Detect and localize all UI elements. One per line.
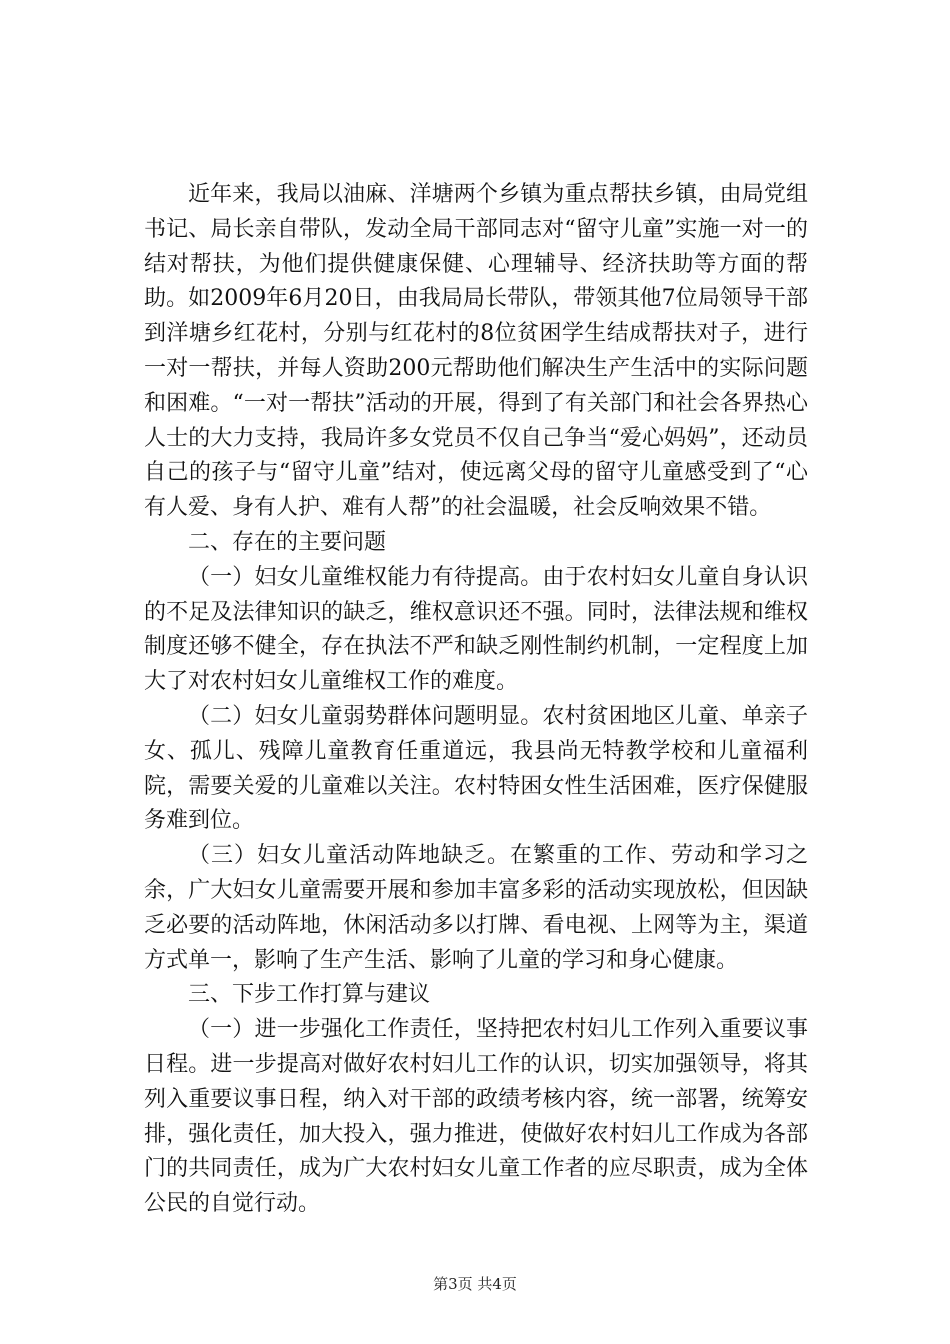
section-heading-plans: 三、下步工作打算与建议 <box>188 982 431 1008</box>
document-body <box>144 178 808 1222</box>
section-heading-problems: 二、存在的主要问题 <box>188 529 387 555</box>
paragraph-activity-venues: （三）妇女儿童活动阵地缺乏。在繁重的工作、劳动和学习之余，广大妇女儿童需要开展和参加丰富多彩的活动实现放松，但因缺乏必要的活动阵地，休闲活动多以打牌、看电视、上网等为主，渠道方式单一，影响了生产生活、影响了儿童的学习和身心健康。 <box>144 843 808 973</box>
page-number-footer: 第3页 共4页 <box>433 1275 517 1293</box>
paragraph-help-activities: 近年来，我局以油麻、洋塘两个乡镇为重点帮扶乡镇，由局党组书记、局长亲自带队，发动全局干部同志对“留守儿童”实施一对一的结对帮扶，为他们提供健康保健、心理辅导、经济扶助等方面的帮助。如2009年6月20日，由我局局长带队，带领其他7位局领导干部到洋塘乡红花村，分别与红花村的8位贫困学生结成帮扶对子，进行一对一帮扶，并每人资助200元帮助他们解决生产生活中的实际问题和困难。“一对一帮扶”活动的开展，得到了有关部门和社会各界热心人士的大力支持，我局许多女党员不仅自己争当“爱心妈妈”，还动员自己的孩子与“留守儿童”结对，使远离父母的留守儿童感受到了“心有人爱、身有人护、难有人帮”的社会温暖，社会反响效果不错。 <box>144 182 808 521</box>
paragraph-vulnerable-groups: （二）妇女儿童弱势群体问题明显。农村贫困地区儿童、单亲子女、孤儿、残障儿童教育任重道远，我县尚无特教学校和儿童福利院，需要关爱的儿童难以关注。农村特困女性生活困难，医疗保健服务难到位。 <box>144 703 808 834</box>
paragraph-rights-capacity: （一）妇女儿童维权能力有待提高。由于农村妇女儿童自身认识的不足及法律知识的缺乏，维权意识还不强。同时，法律法规和维权制度还够不健全，存在执法不严和缺乏刚性制约机制，一定程度上加大了对农村妇女儿童维权工作的难度。 <box>144 564 808 695</box>
paragraph-strengthen-responsibility: （一）进一步强化工作责任，坚持把农村妇儿工作列入重要议事日程。进一步提高对做好农村妇儿工作的认识，切实加强领导，将其列入重要议事日程，纳入对干部的政绩考核内容，统一部署，统筹安排，强化责任，加大投入，强力推进，使做好农村妇儿工作成为各部门的共同责任，成为广大农村妇女儿童工作者的应尽职责，成为全体公民的自觉行动。 <box>144 1017 808 1217</box>
